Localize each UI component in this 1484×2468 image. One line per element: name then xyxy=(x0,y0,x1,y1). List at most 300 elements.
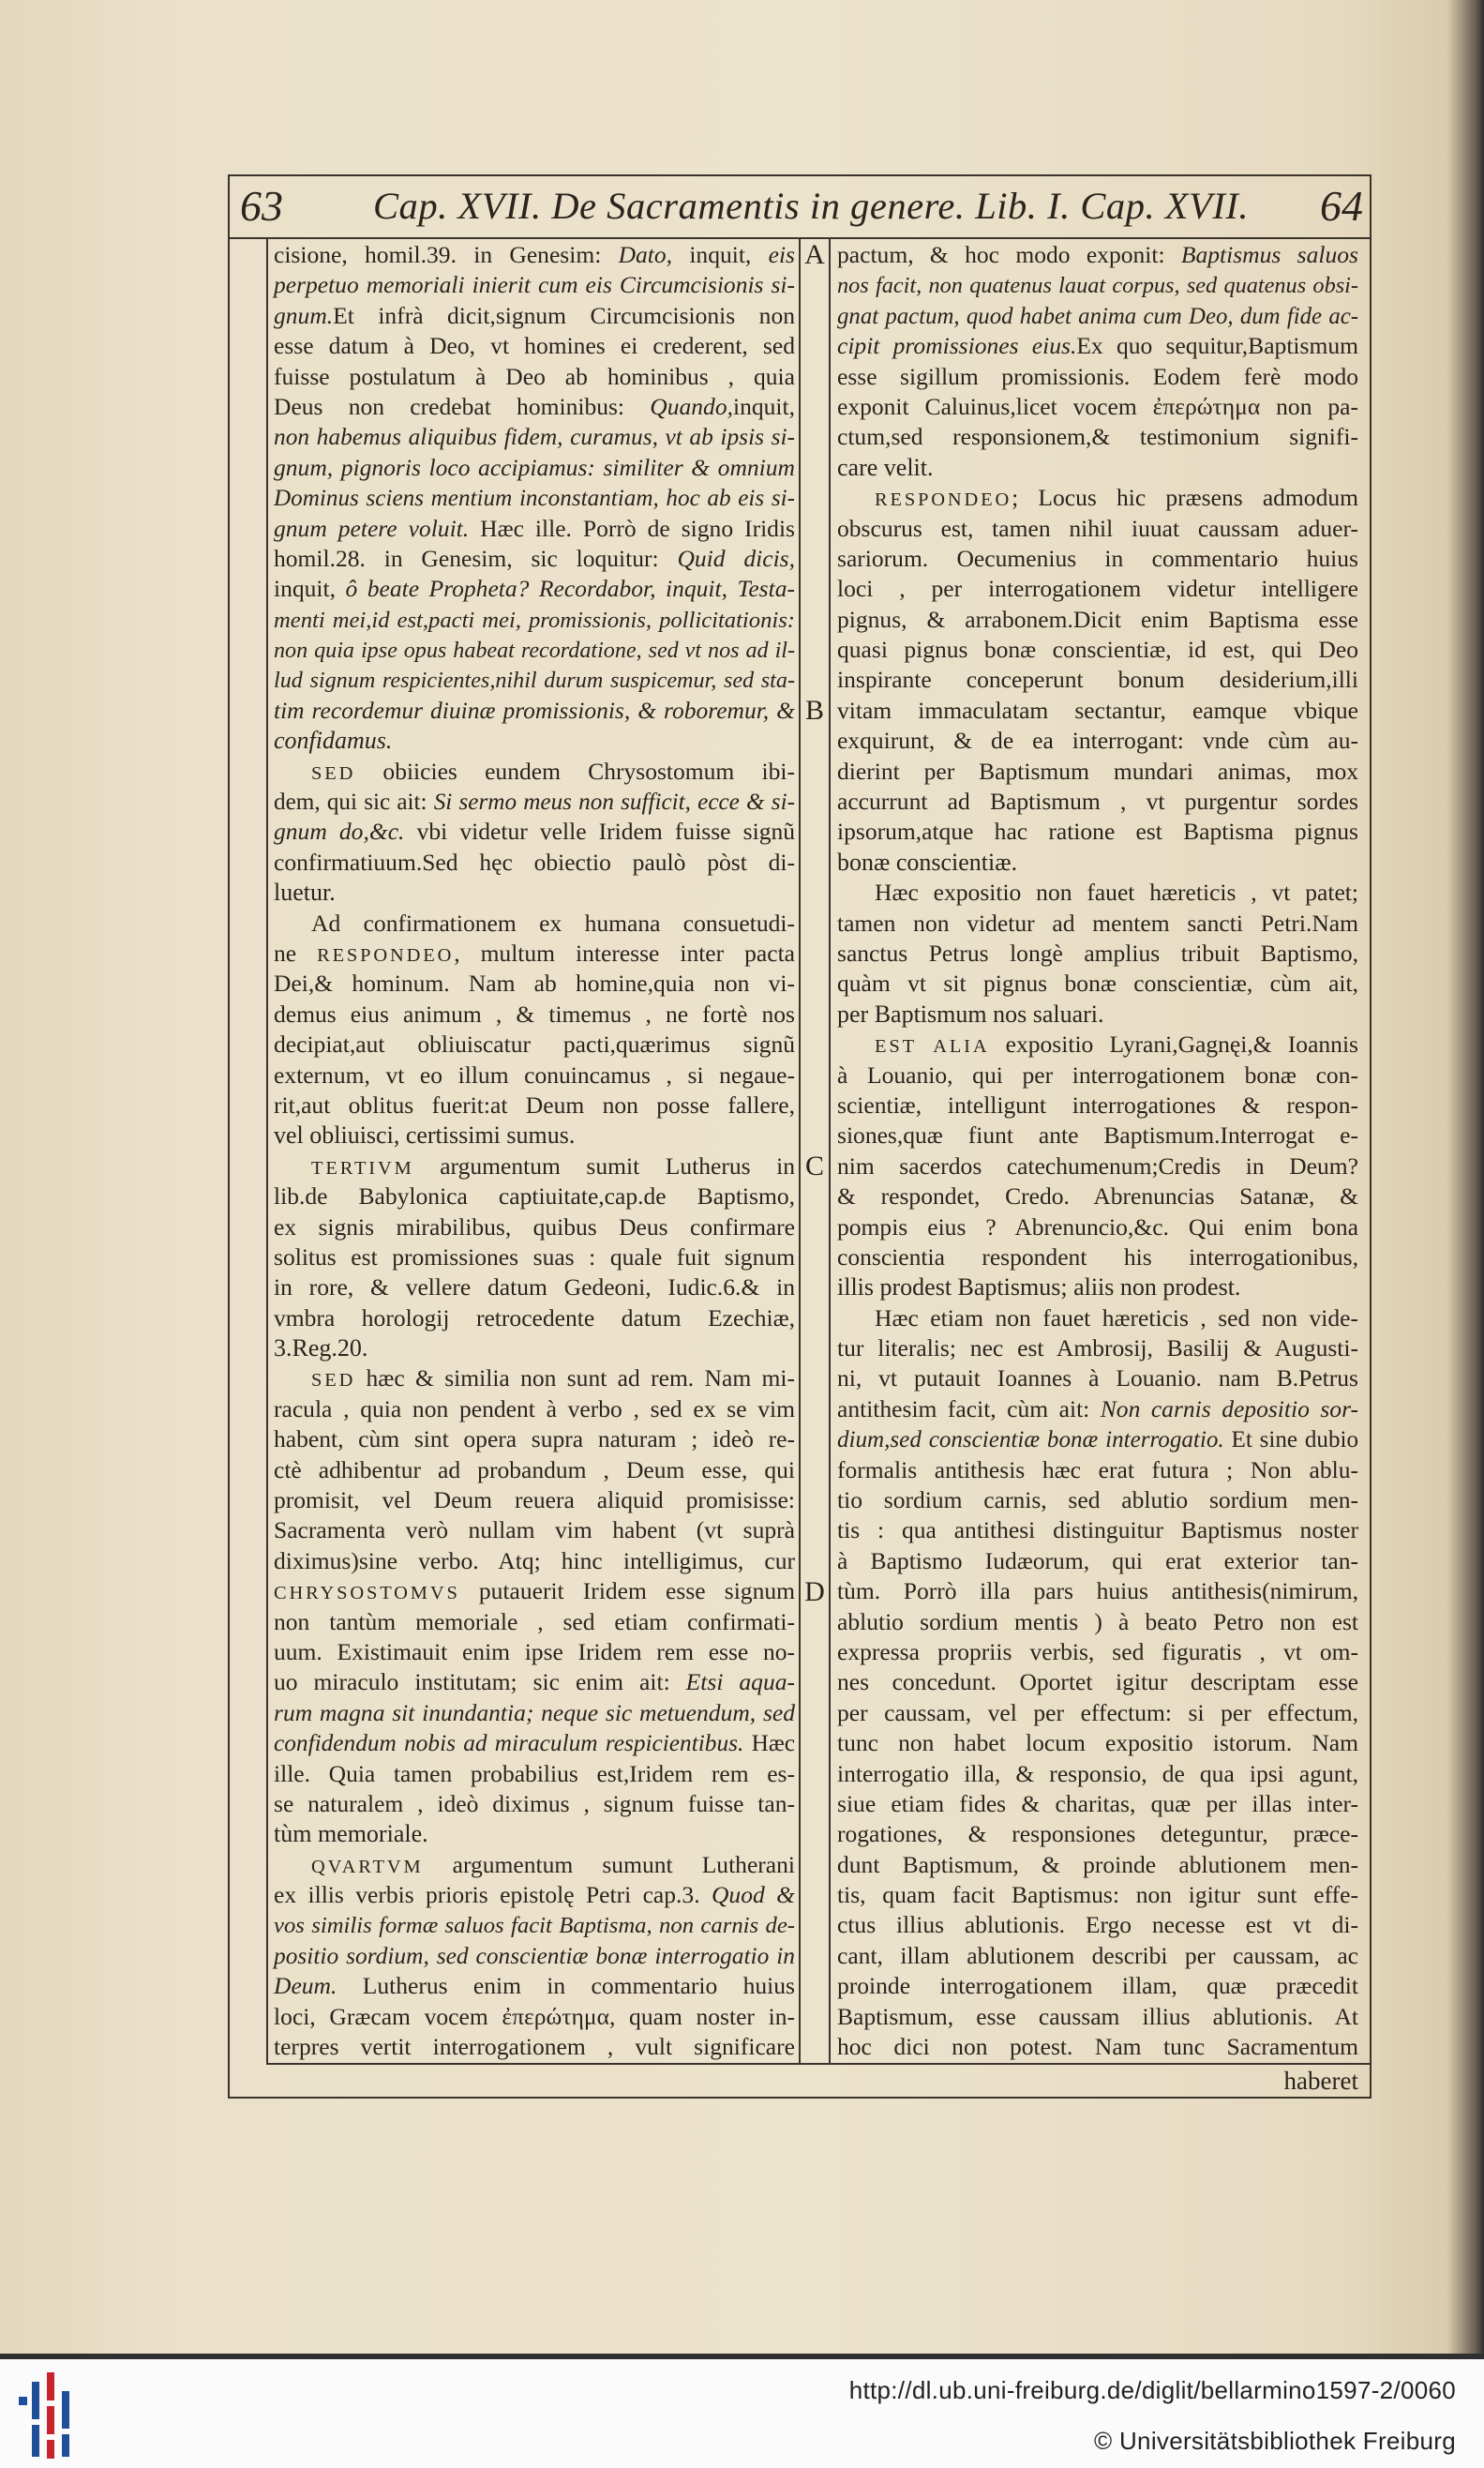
roman-text: habent, cùm sint opera supra naturam ; ideò re- xyxy=(274,1425,795,1453)
line-text xyxy=(837,727,1358,754)
left-page-number: 63 xyxy=(240,182,283,230)
roman-text: ex illis verbis prioris epistolę Petri cap.3. xyxy=(274,1881,712,1909)
line-text xyxy=(837,1668,1358,1695)
line-text xyxy=(274,970,795,997)
text-line xyxy=(837,1759,1358,1789)
line-text xyxy=(274,879,336,906)
roman-text: tunc non habet locum expositio istorum. Nam xyxy=(837,1729,1358,1757)
line-text xyxy=(274,1972,795,1999)
line-text xyxy=(311,910,795,937)
line-text xyxy=(274,545,795,572)
text-line xyxy=(274,1850,795,1880)
roman-text: interrogatio illa, & responsio, de qua ipsi agunt, xyxy=(837,1759,1358,1787)
text-line xyxy=(274,2002,795,2032)
line-text xyxy=(837,1364,1358,1392)
roman-text: pompis eius ? Abrenuncio,&c. Qui enim bona xyxy=(837,1212,1358,1241)
text-line xyxy=(837,240,1358,270)
line-text xyxy=(274,1273,795,1301)
line-text xyxy=(837,970,1358,997)
italic-text: ô beate Propheta? Recordabor, inquit, Testa- xyxy=(345,575,796,603)
roman-text: sanctus Petrus longè amplius tribuit Baptismo, xyxy=(837,939,1358,967)
roman-text: à Baptismo Iudæorum, qui erat exterior tan- xyxy=(837,1546,1358,1574)
roman-text: rit,aut oblitus fuerit:at Deum non posse fallere, xyxy=(274,1091,795,1119)
italic-text: menti mei,id est,pacti mei, promissionis, pollicitationis: xyxy=(274,607,795,633)
line-text xyxy=(311,1152,795,1180)
roman-text: vel obliuisci, certissimi sumus. xyxy=(274,1121,576,1150)
italic-text: vos similis formæ saluos facit Baptisma, non carnis de- xyxy=(274,1913,795,1939)
roman-text: proinde interrogationem illam, quæ præcedit xyxy=(837,1972,1358,2000)
line-text xyxy=(837,1942,1358,1969)
line-text xyxy=(837,1121,1358,1149)
roman-text: tùm memoriale. xyxy=(274,1820,428,1848)
line-text xyxy=(274,849,795,876)
line-text xyxy=(837,423,1358,450)
roman-text: Dei,& hominum. Nam ab homine,quia non vi- xyxy=(274,970,795,998)
roman-text: Lutherus enim in commentario huius xyxy=(337,1972,795,2000)
text-line xyxy=(274,1728,795,1758)
roman-text: inquit, xyxy=(672,241,769,268)
line-text xyxy=(837,1608,1358,1635)
roman-text: homil.28. in Genesim, sic loquitur: xyxy=(274,544,678,572)
roman-text: tamen non videtur ad mentem sancti Petri.Nam xyxy=(837,909,1358,937)
line-text xyxy=(274,393,795,420)
text-line xyxy=(274,605,795,635)
copyright-notice: © Universitätsbibliothek Freiburg xyxy=(1094,2427,1456,2455)
line-text xyxy=(837,1273,1240,1301)
line-text xyxy=(837,1001,1104,1028)
text-line xyxy=(274,878,795,908)
text-line xyxy=(274,726,795,756)
roman-text: exponit Caluinus,licet vocem ἐπερώτημα non pa- xyxy=(837,392,1358,420)
line-text xyxy=(274,1061,795,1089)
text-line xyxy=(837,1546,1358,1576)
roman-text: tio sordium carnis, sed ablutio sordium men- xyxy=(837,1486,1358,1514)
text-line xyxy=(274,1151,795,1181)
italic-text: eis xyxy=(768,241,795,268)
line-text xyxy=(274,1121,575,1149)
line-text xyxy=(274,1608,795,1635)
line-text xyxy=(837,636,1358,663)
text-line xyxy=(837,1667,1358,1697)
text-line xyxy=(837,1971,1358,2001)
roman-text: cant, illam ablutionem describi per caussam, ac xyxy=(837,1941,1358,1969)
text-line xyxy=(837,665,1358,695)
roman-text: Et infrà dicit,signum Circumcisionis non xyxy=(333,301,795,329)
viewer-footer xyxy=(0,2359,1484,2468)
italic-text: Quando, xyxy=(650,392,733,420)
roman-text: decipiat,aut obliuiscatur pacti,quærimus signũ xyxy=(274,1031,795,1059)
line-text xyxy=(274,1456,795,1483)
text-line xyxy=(837,757,1358,787)
italic-text: perpetuo memoriali inierit cum eis Circumcisionis si- xyxy=(274,271,795,299)
roman-text: scientiæ, intelligunt interrogationes & respon- xyxy=(837,1091,1358,1119)
text-line xyxy=(274,270,795,300)
line-text xyxy=(837,363,1358,390)
text-line xyxy=(274,1000,795,1030)
roman-text: vbi videtur velle Iridem fuisse signũ xyxy=(404,818,796,846)
line-text xyxy=(875,484,1358,511)
small-caps-text: QVARTVM xyxy=(311,1856,424,1877)
line-text xyxy=(274,1213,795,1241)
roman-text: sariorum. Oecumenius in commentario huius xyxy=(837,544,1358,572)
roman-text: externum, vt eo illum conuincamus , si negaue- xyxy=(274,1061,795,1089)
text-line xyxy=(837,1789,1358,1819)
roman-text: argumentum sumit Lutherus in xyxy=(413,1151,795,1180)
margin-letter: C xyxy=(804,1151,824,1181)
roman-text: loci, Græcam vocem ἐπερώτημα, quam noster in- xyxy=(274,2002,795,2030)
text-line xyxy=(837,1728,1358,1758)
text-line xyxy=(274,1363,795,1393)
line-text xyxy=(274,241,795,268)
roman-text: Ex quo sequitur,Baptismum xyxy=(1076,332,1358,360)
frame-left-rule xyxy=(228,174,230,2099)
catchword: haberet xyxy=(1283,2067,1358,2095)
text-line xyxy=(274,1212,795,1242)
text-line xyxy=(274,939,795,969)
text-line xyxy=(274,1485,795,1515)
text-line xyxy=(837,1303,1358,1333)
roman-text: argumentum sumunt Lutherani xyxy=(423,1850,795,1878)
line-text xyxy=(274,1699,795,1726)
roman-text: solitus est promissiones suas : quale fuit signum xyxy=(274,1242,795,1271)
text-line xyxy=(837,2032,1358,2062)
roman-text: conscientia respondent his interrogationibus, xyxy=(837,1242,1358,1271)
roman-text: exquirunt, & de ea interrogant: vnde cùm au- xyxy=(837,727,1358,755)
small-caps-text: SED xyxy=(311,762,356,784)
italic-text: gnum, pignoris loco accipiamus: similiter & omnium xyxy=(274,453,795,481)
roman-text: 3.Reg.20. xyxy=(274,1334,368,1362)
text-line xyxy=(274,1424,795,1454)
roman-text: Hæc etiam non fauet hæreticis , sed non vide- xyxy=(875,1303,1358,1332)
line-text xyxy=(274,332,795,359)
text-line xyxy=(274,787,795,817)
roman-text: dierint per Baptismum mundari animas, mox xyxy=(837,757,1358,785)
text-line xyxy=(837,2002,1358,2032)
line-text xyxy=(837,1061,1358,1089)
line-text xyxy=(837,1820,1358,1847)
line-text xyxy=(837,1395,1358,1422)
line-text xyxy=(274,697,795,724)
italic-text: cipit promissiones eius. xyxy=(837,332,1077,360)
text-line xyxy=(837,422,1358,452)
italic-text: Dato, xyxy=(618,241,673,268)
text-line xyxy=(274,362,795,392)
text-line xyxy=(837,1363,1358,1393)
line-text xyxy=(274,1668,795,1695)
italic-text: tim recordemur diuinæ promissionis, & roboremur, & xyxy=(274,696,795,724)
text-line xyxy=(274,848,795,878)
line-text xyxy=(837,1091,1358,1119)
roman-text: obiicies eundem Chrysostomum ibi- xyxy=(355,757,795,785)
line-text xyxy=(837,849,1017,876)
text-line xyxy=(837,1212,1358,1242)
roman-text: lib.de Babylonica captiuitate,cap.de Baptismo, xyxy=(274,1182,795,1211)
roman-text: ex signis mirabilibus, quibus Deus confirmare xyxy=(274,1212,795,1241)
line-text xyxy=(837,1486,1358,1513)
text-line xyxy=(837,635,1358,665)
margin-letter: B xyxy=(804,695,824,726)
italic-text: gnum. xyxy=(274,301,334,329)
line-text xyxy=(875,1304,1358,1332)
line-text xyxy=(274,302,795,329)
text-line xyxy=(837,1850,1358,1880)
text-line xyxy=(837,848,1358,878)
line-text xyxy=(274,2033,795,2060)
italic-text: Etsi aqua- xyxy=(685,1668,796,1696)
line-text xyxy=(837,1790,1358,1817)
text-line xyxy=(837,1030,1358,1060)
text-line xyxy=(274,1455,795,1485)
text-line xyxy=(274,392,795,422)
text-line xyxy=(837,1941,1358,1971)
italic-text: gnat pactum, quod habet anima cum Deo, dum fide ac- xyxy=(837,303,1358,329)
italic-text: non habemus aliquibus fidem, curamus, vt ab ipsis si- xyxy=(274,424,795,451)
line-text xyxy=(837,1638,1358,1665)
roman-text: Ad confirmationem ex humana consuetudi- xyxy=(311,909,795,937)
roman-text: inspirante conceperunt bonum desiderium,illi xyxy=(837,666,1358,694)
roman-text: confirmatiuum.Sed hęc obiectio paulò pòst di- xyxy=(274,848,795,876)
text-line xyxy=(837,483,1358,513)
text-line xyxy=(274,1121,795,1151)
roman-text: uum. Existimauit enim ipse Iridem rem esse no- xyxy=(274,1637,795,1665)
roman-text: tur literalis; nec est Ambrosij, Basilij & Augusti- xyxy=(837,1334,1358,1362)
roman-text: inquit, xyxy=(274,575,346,603)
text-line xyxy=(837,1061,1358,1091)
roman-text: cisione, homil.39. in Genesim: xyxy=(274,241,619,268)
roman-text: siones,quæ fiunt ante Baptismum.Interrogat e- xyxy=(837,1121,1358,1150)
line-text xyxy=(274,1820,428,1847)
text-line xyxy=(837,1181,1358,1211)
text-line xyxy=(274,1576,795,1606)
roman-text: ille. Quia tamen probabilius est,Iridem rem es- xyxy=(274,1759,795,1787)
line-text xyxy=(274,940,795,967)
line-text xyxy=(837,788,1358,815)
text-line xyxy=(837,1333,1358,1363)
line-text xyxy=(837,1547,1358,1574)
roman-text: loci , per interrogationem videtur intelligere xyxy=(837,575,1358,603)
text-line xyxy=(837,270,1358,300)
text-line xyxy=(274,1181,795,1211)
line-text xyxy=(274,1760,795,1787)
roman-text: , multum interesse inter pacta xyxy=(454,939,796,967)
roman-text: esse sigillum promissionis. Eodem ferè modo xyxy=(837,362,1358,390)
text-line xyxy=(274,1667,795,1697)
text-line xyxy=(837,1819,1358,1849)
text-line xyxy=(837,392,1358,422)
ub-freiburg-logo xyxy=(15,2369,90,2462)
line-text xyxy=(837,1851,1358,1878)
line-text xyxy=(837,1881,1358,1908)
line-text xyxy=(837,910,1358,937)
small-caps-text: EST ALIA xyxy=(875,1036,990,1058)
left-text-column xyxy=(274,240,795,2062)
text-line xyxy=(274,757,795,787)
text-line xyxy=(274,1546,795,1576)
roman-text: Hæc ille. Porrò de signo Iridis xyxy=(469,514,795,542)
italic-text: confidamus. xyxy=(274,727,393,755)
roman-text: tis : qua antithesi distinguitur Baptismus noster xyxy=(837,1516,1358,1544)
roman-text: illis prodest Baptismus; aliis non prodest. xyxy=(837,1273,1241,1302)
margin-letter: A xyxy=(804,239,825,270)
line-text xyxy=(837,940,1358,967)
text-line xyxy=(837,574,1358,604)
line-text xyxy=(274,454,795,481)
line-text xyxy=(837,697,1358,724)
line-text xyxy=(274,1577,795,1604)
line-text xyxy=(274,1182,795,1210)
roman-text: Sacramenta verò nullam vim habent (vt suprà xyxy=(274,1516,795,1544)
roman-text: Baptismum, esse caussam illius ablutionis. At xyxy=(837,2002,1358,2030)
roman-text: Deus non credebat hominibus: xyxy=(274,392,651,420)
text-line xyxy=(837,939,1358,969)
text-line xyxy=(837,605,1358,635)
text-line xyxy=(837,1485,1358,1515)
roman-text: tis, quam facit Baptismus: non igitur sunt effe- xyxy=(837,1881,1358,1909)
line-text xyxy=(837,1152,1358,1180)
text-line xyxy=(837,362,1358,392)
text-line xyxy=(837,1515,1358,1545)
roman-text: & respondet, Credo. Abrenuncias Satanæ, & xyxy=(837,1182,1358,1211)
roman-text: non tantùm memoriale , sed etiam confirmati- xyxy=(274,1607,795,1635)
text-line xyxy=(274,635,795,665)
line-text xyxy=(837,454,934,481)
line-text xyxy=(274,1243,795,1271)
page-url[interactable]: http://dl.ub.uni-freiburg.de/diglit/bellarmino1597-2/0060 xyxy=(848,2376,1456,2404)
italic-text: rum magna sit inundantia; neque sic metuendum, sed xyxy=(274,1698,795,1726)
running-title-box xyxy=(309,176,1312,236)
text-line xyxy=(274,1030,795,1060)
text-line xyxy=(274,817,795,847)
line-text xyxy=(837,515,1358,542)
text-line xyxy=(274,1515,795,1545)
line-text xyxy=(274,1547,795,1574)
roman-text: vitam immaculatam sectantur, eamque vbique xyxy=(837,696,1358,724)
text-line xyxy=(837,1121,1358,1151)
roman-text: ctè adhibentur ad probandum , Deum esse, qui xyxy=(274,1455,795,1483)
roman-text: expositio Lyrani,Gagnęi,& Ioannis xyxy=(989,1031,1358,1059)
roman-text: putauerit Iridem esse signum xyxy=(459,1577,795,1605)
text-line xyxy=(837,1698,1358,1728)
roman-text: inquit, xyxy=(732,392,795,420)
italic-text: confidendum nobis ad miraculum respicientibus. xyxy=(274,1730,744,1757)
line-text xyxy=(837,1243,1358,1271)
text-line xyxy=(274,969,795,999)
line-text xyxy=(274,1395,795,1422)
roman-text: per Baptismum nos saluari. xyxy=(837,1000,1104,1028)
text-line xyxy=(837,817,1358,847)
line-text xyxy=(837,1213,1358,1241)
italic-text: gnum do,&c. xyxy=(274,818,405,846)
text-line xyxy=(837,1637,1358,1667)
roman-text: dem, qui sic ait: xyxy=(274,790,434,816)
text-line xyxy=(837,878,1358,908)
line-text xyxy=(274,1638,795,1665)
text-line xyxy=(274,331,795,361)
column-box-bottom-rule xyxy=(266,2063,1372,2065)
italic-text: Baptismus saluos xyxy=(1180,241,1358,268)
italic-text: Dominus sciens mentium inconstantiam, hoc ab eis si- xyxy=(274,486,795,512)
text-line xyxy=(837,1455,1358,1485)
roman-text: nim sacerdos catechumenum;Credis in Deum? xyxy=(837,1151,1358,1180)
line-text xyxy=(837,241,1358,268)
roman-text: vmbra horologij retrocedente datum Ezechiæ, xyxy=(274,1303,795,1332)
roman-text: promisit, vel Deum reuera aliquid promisisse: xyxy=(274,1486,795,1514)
margin-letter: D xyxy=(804,1575,825,1607)
italic-text: positio sordium, sed conscientiæ bonæ interrogatio in xyxy=(274,1942,795,1969)
roman-text: obscurus est, tamen nihil iuuat caussam aduer- xyxy=(837,514,1358,542)
text-line xyxy=(837,969,1358,999)
line-text xyxy=(837,1972,1358,1999)
text-line xyxy=(274,696,795,726)
text-line xyxy=(837,514,1358,544)
line-text xyxy=(837,1516,1358,1543)
small-caps-text: SED xyxy=(311,1370,356,1392)
text-line xyxy=(274,909,795,939)
text-line xyxy=(274,1941,795,1971)
text-line xyxy=(274,483,795,513)
roman-text: ni, vt putauit Ioannes à Louanio. nam B.Petrus xyxy=(837,1364,1358,1392)
text-line xyxy=(837,696,1358,726)
text-line xyxy=(274,301,795,331)
line-text xyxy=(274,424,795,450)
column-box-left-rule xyxy=(266,237,268,2065)
roman-text: siue etiam fides & charitas, quæ per illas inter- xyxy=(837,1789,1358,1817)
line-text xyxy=(837,1729,1358,1756)
roman-text: Et sine dubio xyxy=(1223,1427,1358,1453)
roman-text: Hæc expositio non fauet hæreticis , vt patet; xyxy=(875,879,1358,907)
roman-text: pignus, & arrabonem.Dicit enim Baptisma esse xyxy=(837,605,1358,633)
text-line xyxy=(837,909,1358,939)
line-text xyxy=(837,393,1358,420)
line-text xyxy=(274,668,795,693)
line-text xyxy=(837,818,1358,845)
text-line xyxy=(837,301,1358,331)
line-text xyxy=(274,2003,795,2030)
roman-text: uo miraculo institutam; sic enim ait: xyxy=(274,1668,686,1696)
roman-text: luetur. xyxy=(274,879,336,907)
line-text xyxy=(311,1364,795,1392)
line-text xyxy=(274,515,795,542)
line-text xyxy=(837,304,1358,329)
line-text xyxy=(274,790,795,815)
italic-text: Non carnis depositio sor- xyxy=(1100,1394,1359,1422)
small-caps-text: TERTIVM xyxy=(311,1157,414,1179)
text-line xyxy=(274,544,795,574)
roman-text: care velit. xyxy=(837,453,934,481)
roman-text: ; Locus hic præsens admodum xyxy=(1012,484,1358,512)
text-line xyxy=(837,453,1358,483)
text-line xyxy=(837,1000,1358,1030)
text-line xyxy=(274,1637,795,1667)
running-title: Cap. XVII. De Sacramentis in genere. Lib. I. Cap. XVII. xyxy=(373,185,1249,227)
line-text xyxy=(837,1911,1358,1938)
line-text xyxy=(837,2003,1358,2030)
text-line xyxy=(837,726,1358,756)
right-page-number: 64 xyxy=(1320,182,1363,230)
text-line xyxy=(837,1576,1358,1606)
line-text xyxy=(274,1334,367,1362)
text-line xyxy=(274,2032,795,2062)
line-text xyxy=(837,545,1358,572)
text-line xyxy=(837,1091,1358,1121)
line-text xyxy=(274,1516,795,1543)
line-text xyxy=(274,727,392,754)
small-caps-text: RESPONDEO xyxy=(875,489,1012,511)
text-line xyxy=(274,1698,795,1728)
frame-right-rule xyxy=(1370,174,1372,2099)
roman-text: à Louanio, qui per interrogationem bonæ con- xyxy=(837,1061,1358,1089)
italic-text: dium,sed conscientiæ bonæ interrogatio. xyxy=(837,1427,1224,1453)
